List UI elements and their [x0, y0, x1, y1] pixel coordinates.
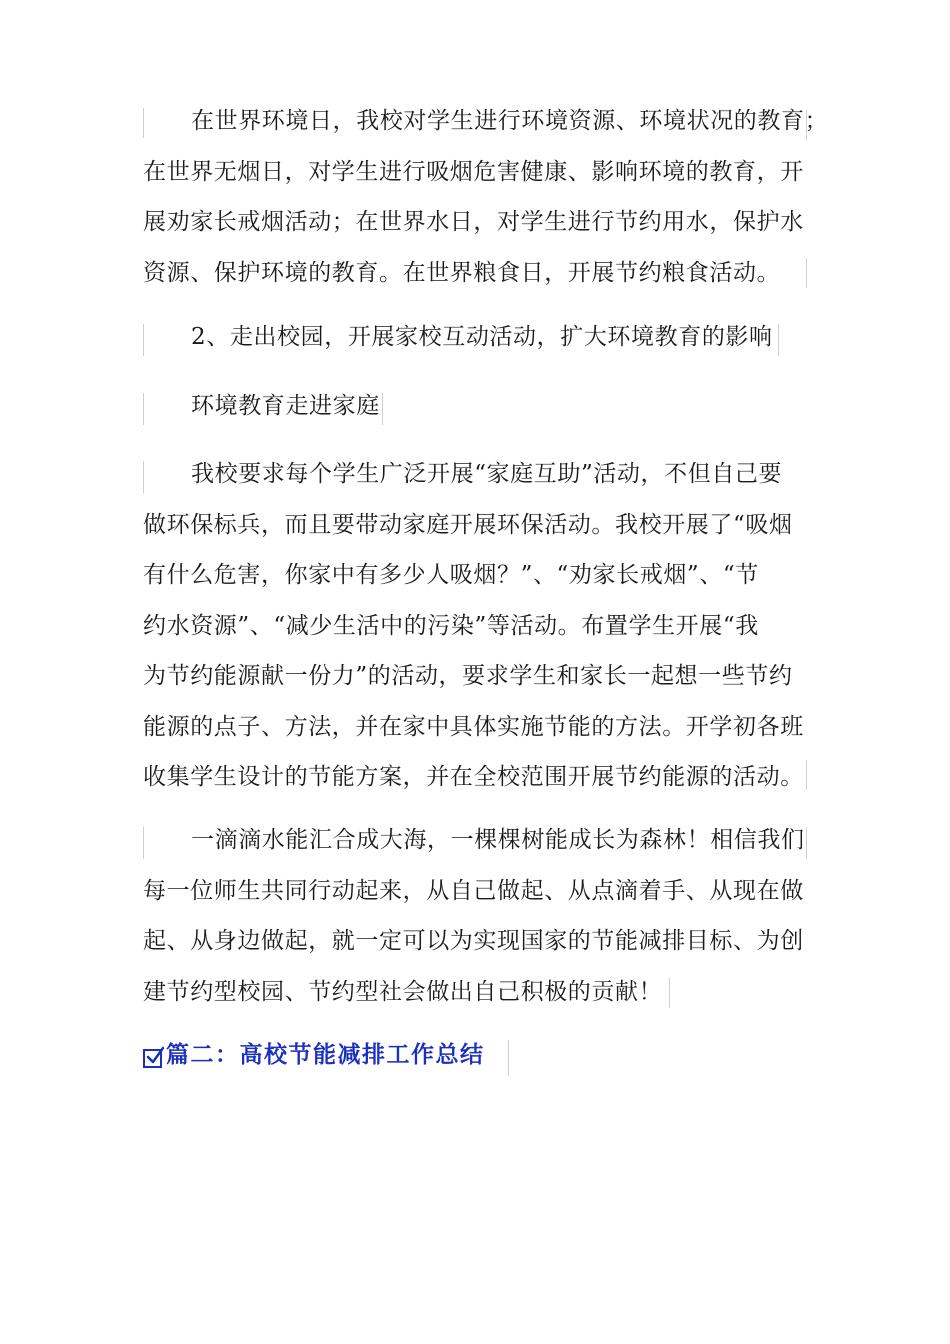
paragraph-line: 2、走出校园，开展家校互动活动，扩大环境教育的影响 — [191, 324, 773, 350]
paragraph-line: 收集学生设计的节能方案，并在全校范围开展节约能源的活动。 — [143, 764, 804, 790]
paragraph-environment-days — [143, 96, 829, 298]
paragraph-line: 我校要求每个学生广泛开展“家庭互助”活动，不但自己要 — [191, 461, 783, 487]
cell-guide-line — [143, 461, 144, 493]
paragraph-line: 每一位师生共同行动起来，从自己做起、从点滴着手、从现在做 — [143, 877, 804, 904]
paragraph-line: 资源、保护环境的教育。在世界粮食日，开展节约粮食活动。 — [143, 259, 781, 286]
paragraph-line: 在世界无烟日，对学生进行吸烟危害健康、影响环境的教育，开 — [143, 158, 804, 185]
cell-guide-line — [143, 324, 144, 356]
cell-guide-line — [778, 324, 779, 356]
paragraph-line: 为节约能源献一份力”的活动，要求学生和家长一起想一些节约 — [143, 663, 793, 689]
checkbox-checked-icon — [143, 1049, 162, 1068]
cell-guide-line — [806, 760, 807, 790]
cell-guide-line — [382, 393, 383, 425]
cell-guide-line — [143, 108, 144, 138]
cell-guide-line — [669, 978, 670, 1008]
cell-guide-line — [508, 1040, 509, 1076]
paragraph-line: 建节约型校园、节约型社会做出自己积极的贡献！ — [143, 978, 663, 1005]
paragraph-line: 约水资源”、“减少生活中的污染”等活动。布置学生开展“我 — [143, 612, 759, 639]
paragraph-line: 能源的点子、方法，并在家中具体实施节能的方法。开学初各班 — [143, 713, 804, 740]
paragraph-line: 起、从身边做起，就一定可以为实现国家的节能减排目标、为创 — [143, 928, 804, 954]
paragraph-family-activities — [143, 449, 811, 803]
cell-guide-line — [806, 827, 807, 859]
cell-guide-line — [806, 258, 807, 288]
paragraph-section-heading-2 — [143, 312, 811, 363]
section-heading — [143, 1034, 485, 1076]
paragraph-line: 在世界环境日，我校对学生进行环境资源、环境状况的教育； — [191, 108, 829, 134]
paragraph-line: 有什么危害，你家中有多少人吸烟？”、“劝家长戒烟”、“节 — [143, 562, 759, 588]
cell-guide-line — [143, 827, 144, 859]
paragraph-line: 一滴滴水能汇合成大海，一棵棵树能成长为森林！相信我们 — [191, 827, 805, 853]
paragraph-line: 展劝家长戒烟活动；在世界水日，对学生进行节约用水，保护水 — [143, 209, 804, 235]
paragraph-subheading — [143, 381, 811, 432]
paragraph-line: 环境教育走进家庭 — [191, 393, 380, 419]
section-heading-text: 篇二：高校节能减排工作总结 — [166, 1041, 485, 1068]
cell-guide-line — [143, 393, 144, 425]
paragraph-conclusion — [143, 815, 811, 1017]
cell-guide-line — [806, 110, 807, 140]
paragraph-line: 做环保标兵，而且要带动家庭开展环保活动。我校开展了“吸烟 — [143, 511, 793, 538]
